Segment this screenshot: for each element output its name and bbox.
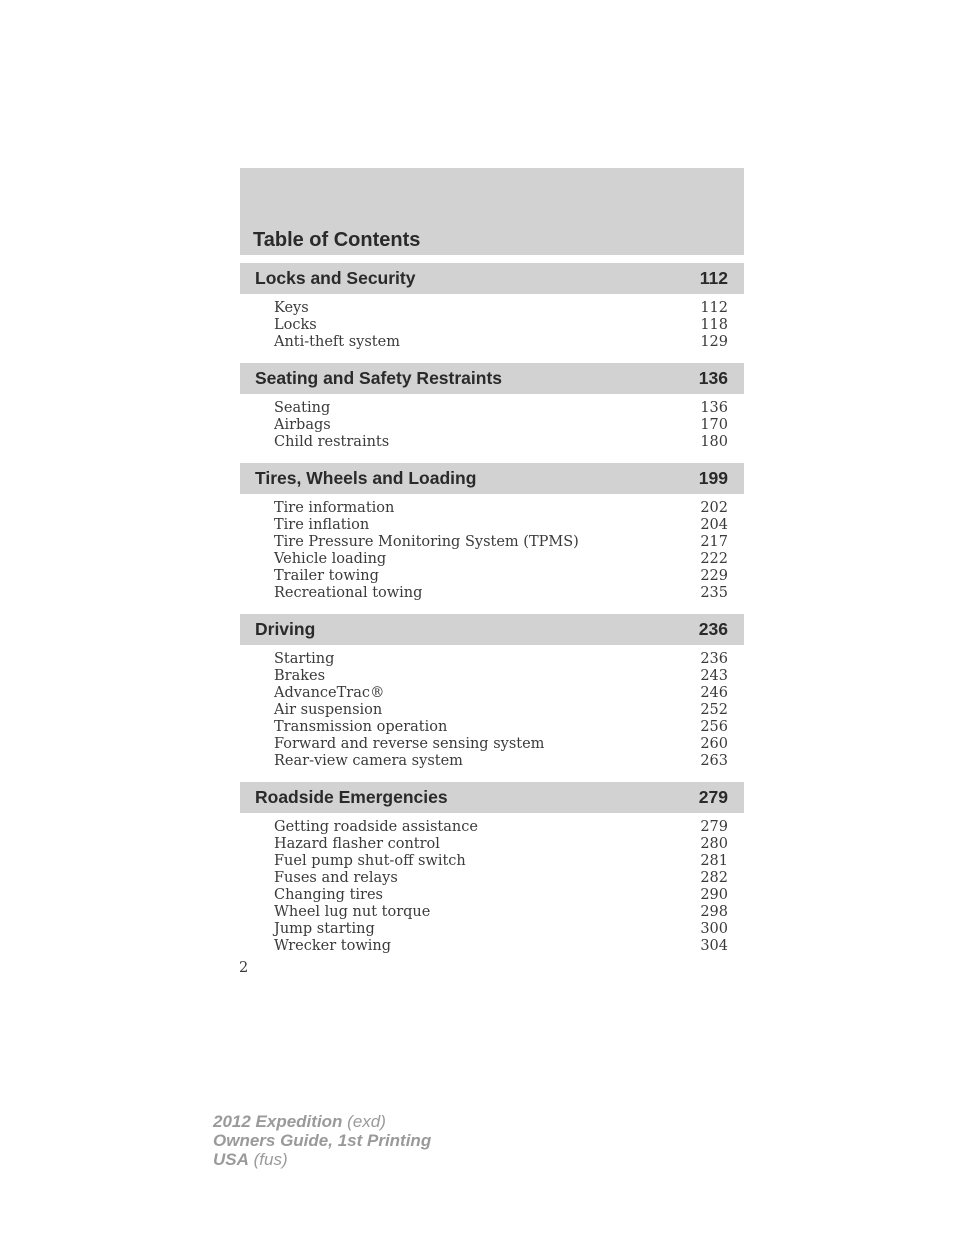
entry-page: 246 [700, 685, 728, 701]
entry-page: 256 [700, 719, 728, 735]
entry-page: 281 [700, 853, 728, 869]
entry-page: 300 [700, 921, 728, 937]
entry-page: 180 [700, 434, 728, 450]
entry-label: Keys [274, 300, 309, 316]
entry-label: Trailer towing [274, 568, 379, 584]
toc-entry[interactable] [274, 819, 728, 836]
entry-label: Vehicle loading [274, 551, 387, 567]
entry-page: 260 [700, 736, 728, 752]
section-header[interactable] [240, 782, 744, 813]
footer-line-1 [213, 1112, 431, 1131]
footer-model-code: (exd) [347, 1112, 386, 1131]
section-items [240, 394, 744, 455]
section-page: 236 [698, 619, 728, 639]
toc-entry[interactable] [274, 668, 728, 685]
entry-page: 129 [700, 334, 728, 350]
toc-entry[interactable] [274, 317, 728, 334]
section-title: Tires, Wheels and Loading [255, 468, 477, 488]
entry-label: Tire Pressure Monitoring System (TPMS) [274, 534, 579, 550]
entry-page: 236 [700, 651, 728, 667]
toc-entry[interactable] [274, 719, 728, 736]
entry-label: Getting roadside assistance [274, 819, 478, 835]
entry-label: AdvanceTrac® [274, 685, 385, 701]
entry-page: 235 [700, 585, 728, 601]
toc-entry[interactable] [274, 702, 728, 719]
entry-page: 290 [700, 887, 728, 903]
entry-page: 222 [700, 551, 728, 567]
toc-entry[interactable] [274, 300, 728, 317]
footer-line-2 [213, 1131, 431, 1150]
toc-entry[interactable] [274, 500, 728, 517]
toc-entry[interactable] [274, 585, 728, 602]
entry-label: Changing tires [274, 887, 383, 903]
section-header[interactable] [240, 263, 744, 294]
title-band [240, 168, 744, 255]
toc-entry[interactable] [274, 434, 728, 451]
section-header[interactable] [240, 614, 744, 645]
entry-label: Recreational towing [274, 585, 423, 601]
entry-page: 118 [700, 317, 728, 333]
table-of-contents [240, 168, 744, 959]
section-items [240, 494, 744, 606]
entry-page: 304 [700, 938, 728, 954]
footer [213, 1112, 431, 1169]
entry-page: 217 [700, 534, 728, 550]
footer-model: 2012 Expedition [213, 1112, 343, 1131]
entry-label: Locks [274, 317, 317, 333]
entry-label: Forward and reverse sensing system [274, 736, 545, 752]
entry-label: Starting [274, 651, 335, 667]
section-page: 112 [699, 268, 728, 288]
section-page: 199 [698, 468, 728, 488]
entry-label: Wrecker towing [274, 938, 392, 954]
toc-entry[interactable] [274, 753, 728, 770]
toc-entry[interactable] [274, 551, 728, 568]
page-number: 2 [239, 960, 249, 976]
toc-entry[interactable] [274, 685, 728, 702]
entry-label: Transmission operation [274, 719, 448, 735]
toc-entry[interactable] [274, 568, 728, 585]
entry-page: 112 [700, 300, 728, 316]
entry-label: Airbags [274, 417, 331, 433]
footer-line-3 [213, 1150, 431, 1169]
page-title: Table of Contents [253, 229, 421, 251]
footer-market: USA [213, 1150, 249, 1169]
section-title: Seating and Safety Restraints [255, 368, 503, 388]
toc-section [240, 363, 744, 455]
section-items [240, 645, 744, 774]
entry-label: Air suspension [274, 702, 383, 718]
entry-label: Jump starting [274, 921, 375, 937]
toc-entry[interactable] [274, 853, 728, 870]
toc-entry[interactable] [274, 736, 728, 753]
entry-page: 279 [700, 819, 728, 835]
section-page: 279 [698, 787, 728, 807]
toc-entry[interactable] [274, 400, 728, 417]
entry-label: Brakes [274, 668, 326, 684]
entry-label: Fuel pump shut-off switch [274, 853, 466, 869]
toc-section [240, 263, 744, 355]
entry-page: 170 [700, 417, 728, 433]
section-items [240, 294, 744, 355]
toc-entry[interactable] [274, 887, 728, 904]
toc-entry[interactable] [274, 921, 728, 938]
entry-label: Fuses and relays [274, 870, 398, 886]
entry-page: 136 [700, 400, 728, 416]
sections-list [240, 263, 744, 959]
entry-label: Tire information [274, 500, 395, 516]
toc-entry[interactable] [274, 651, 728, 668]
entry-page: 229 [700, 568, 728, 584]
toc-entry[interactable] [274, 334, 728, 351]
section-header[interactable] [240, 363, 744, 394]
toc-entry[interactable] [274, 517, 728, 534]
entry-label: Seating [274, 400, 331, 416]
section-title: Roadside Emergencies [255, 787, 448, 807]
entry-page: 280 [700, 836, 728, 852]
toc-entry[interactable] [274, 938, 728, 955]
footer-market-code: (fus) [253, 1150, 288, 1169]
entry-page: 204 [700, 517, 728, 533]
toc-entry[interactable] [274, 870, 728, 887]
entry-label: Child restraints [274, 434, 390, 450]
toc-section [240, 614, 744, 774]
entry-label: Anti-theft system [274, 334, 400, 350]
section-page: 136 [698, 368, 728, 388]
entry-label: Wheel lug nut torque [274, 904, 431, 920]
toc-entry[interactable] [274, 836, 728, 853]
section-title: Driving [255, 619, 316, 639]
entry-page: 252 [700, 702, 728, 718]
entry-page: 298 [700, 904, 728, 920]
section-header[interactable] [240, 463, 744, 494]
entry-page: 202 [700, 500, 728, 516]
toc-entry[interactable] [274, 534, 728, 551]
footer-guide: Owners Guide, 1st Printing [213, 1131, 432, 1150]
toc-entry[interactable] [274, 417, 728, 434]
entry-page: 243 [700, 668, 728, 684]
section-title: Locks and Security [255, 268, 416, 288]
entry-label: Tire inflation [274, 517, 370, 533]
section-items [240, 813, 744, 959]
toc-section [240, 463, 744, 606]
toc-section [240, 782, 744, 959]
entry-page: 282 [700, 870, 728, 886]
entry-page: 263 [700, 753, 728, 769]
toc-entry[interactable] [274, 904, 728, 921]
entry-label: Hazard flasher control [274, 836, 440, 852]
entry-label: Rear-view camera system [274, 753, 463, 769]
